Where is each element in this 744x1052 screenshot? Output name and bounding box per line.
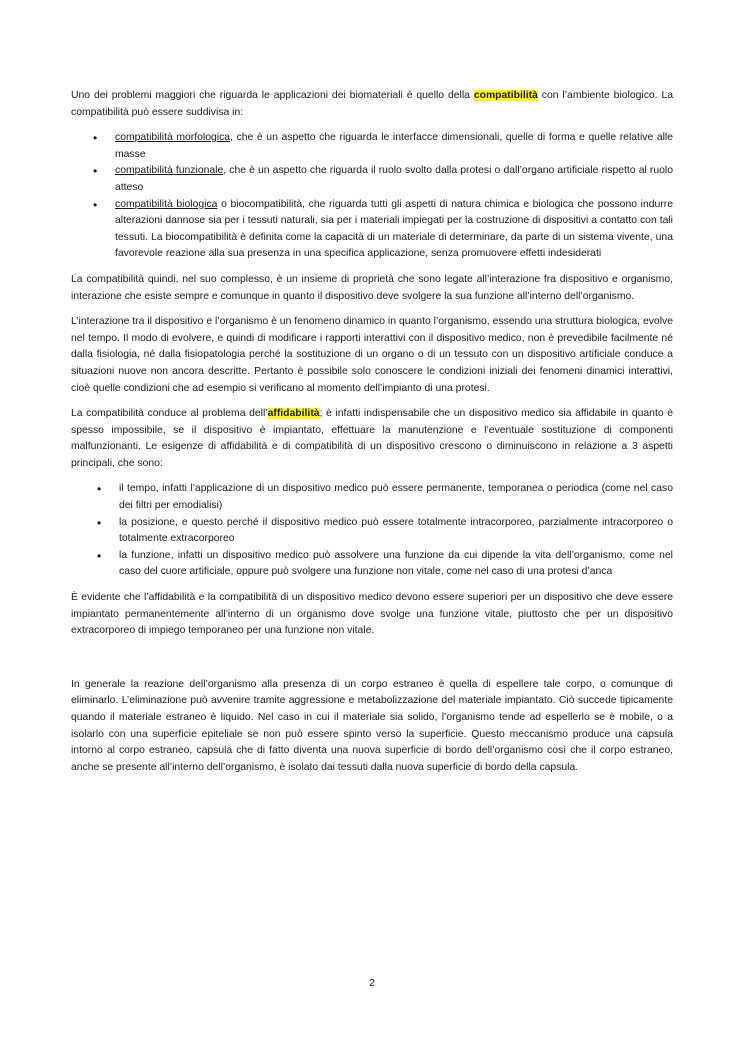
- paragraph-evidence: È evidente che l’affidabilità e la compatibilità di un dispositivo medico devono essere superiori per un dispositivo che deve essere impiantato permanentemente all’interno di un organismo dove svolge una funzione vitale, piuttosto che per un dispositivo extracorporeo di impiego temporaneo per una funzione non vitale.: [71, 592, 673, 637]
- list-item: • compatibilità biologica o biocompatibilità, che riguarda tutti gli aspetti di natura chimica e biologica che possono indurre alterazioni dannose sia per i tessuti naturali, sia per i materiali impiegati per la costruzione di dispositivi a contatto con tali tessuti. La biocompatibilità è definita come la capacità di un materiale di determinare, da parte di un sistema vivente, una favorevole reazione alla sua presenza in una specifica applicazione, senza promuovere effetti indesiderati: [71, 197, 673, 263]
- highlight-compatibilita: compatibilità: [473, 90, 538, 101]
- list-item: • compatibilità funzionale, che è un aspetto che riguarda il ruolo svolto dalla protesi o dall’organo artificiale rispetto al ruolo atteso: [71, 163, 673, 196]
- list-item: • compatibilità morfologica, che è un aspetto che riguarda le interfacce dimensionali, quelle di forma e quelle relative alle masse: [71, 130, 673, 163]
- list-item-term: compatibilità funzionale: [115, 165, 224, 177]
- list-item-term: compatibilità biologica: [115, 198, 218, 210]
- aspects-list: [71, 481, 673, 581]
- paragraph-intro: Uno dei problemi maggiori che riguarda le applicazioni dei biomateriali è quello della compatibilità con l’ambiente biologico. La compatibilità può essere suddivisa in:: [71, 90, 674, 118]
- paragraph-reliability: La compatibilità conduce al problema dell’affidabilità; è infatti indispensabile che un dispositivo medico sia affidabile in quanto è spesso impossibile, se il dispositivo è impiantato, effettuare la manutenzione e l’eventuale sostituzione di componenti malfunzionanti. Le esigenze di affidabilità e di compatibilità di un dispositivo crescono o diminuiscono in relazione a 3 aspetti principali, che sono:: [71, 408, 674, 469]
- list-item: • la funzione, infatti un dispositivo medico può assolvere una funzione da cui dipende la vita dell’organismo, come nel caso del cuore artificiale, oppure può svolgere una funzione non vitale, come nel caso di una protesi d’anca: [71, 548, 673, 581]
- document-body: [71, 88, 673, 785]
- spacer: [71, 649, 673, 677]
- compatibility-list: [71, 130, 673, 263]
- page-number: 2: [369, 978, 375, 989]
- highlight-affidabilita: affidabilità: [267, 408, 320, 420]
- paragraph-interaction: L’interazione tra il dispositivo e l’organismo è un fenomeno dinamico in quanto l’organismo, essendo una struttura biologica, evolve nel tempo. Il modo di evolvere, e quindi di modificare i rapporti interattivi con il dispositivo medico, non è prevedibile facilmente né dalla fisiologia, né dalla fisiopatologia perché la sostituzione di un organo o di un tessuto con un dispositivo artificiale conduce a situazioni nuove non ancora descritte. Pertanto è possibile solo conoscere le condizioni iniziali dei fenomeni dinamici interattivi, cioè quelle condizioni che ad esempio si verificano al momento dell’impianto di una protesi.: [71, 316, 673, 394]
- list-item-term: compatibilità morfologica: [115, 132, 231, 144]
- list-item: • il tempo, infatti l’applicazione di un dispositivo medico può essere permanente, temporanea o periodica (come nel caso dei filtri per emodialisi): [71, 481, 673, 514]
- paragraph-compatibility-summary: La compatibilità quindi, nel suo complesso, è un insieme di proprietà che sono legate all’interazione fra dispositivo e organismo, interazione che esiste sempre e comunque in quanto il dispositivo deve svolgere la sua funzione all’interno dell’organismo.: [71, 273, 673, 302]
- paragraph-foreign-body-reaction: In generale la reazione dell’organismo alla presenza di un corpo estraneo è quella di espellere tale corpo, o comunque di eliminarlo. L’eliminazione può avvenire tramite aggressione e metabolizzazione del materiale impiantato. Ciò succede tipicamente quando il materiale estraneo è liquido. Nel caso in cui il materiale sia solido, l’organismo tende ad espellerlo se è mobile, o a isolarlo con una superficie epiteliale se non può essere spinto verso la superficie. Questo meccanismo produce una capsula intorno al corpo estraneo, capsula che di fatto diventa una nuova superficie di bordo dell’organismo così che il corpo estraneo, anche se presente all’interno dell’organismo, è isolato dai tessuti dalla nuova superficie di bordo della capsula.: [71, 678, 673, 773]
- list-item: • la posizione, e questo perché il dispositivo medico può essere totalmente intracorporeo, parzialmente intracorporeo o totalmente extracorporeo: [71, 515, 673, 548]
